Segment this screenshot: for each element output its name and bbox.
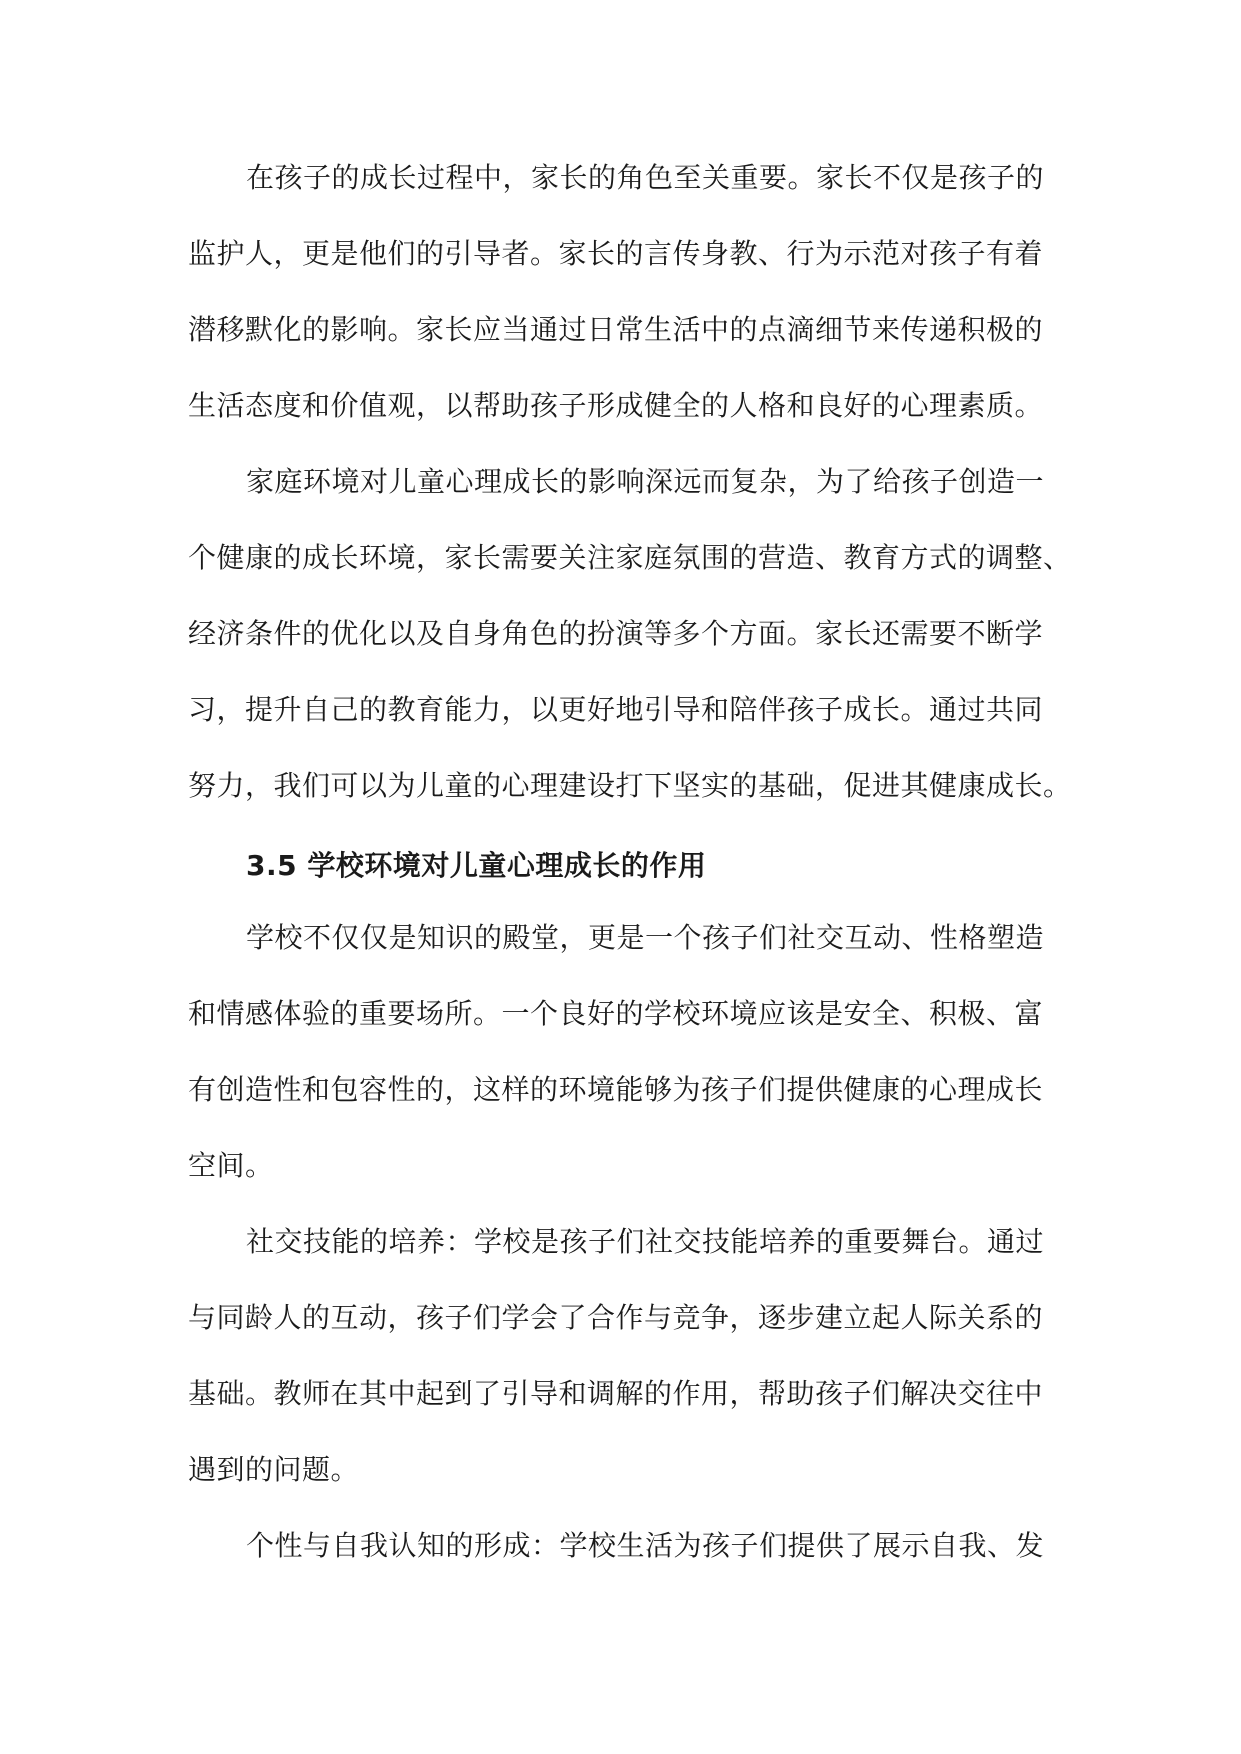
text-line: 和情感体验的重要场所。一个良好的学校环境应该是安全、积极、富	[188, 997, 1044, 1030]
text-line: 家庭环境对儿童心理成长的影响深远而复杂，为了给孩子创造一	[246, 465, 1045, 498]
text-line: 潜移默化的影响。家长应当通过日常生活中的点滴细节来传递积极的	[188, 313, 1044, 346]
text-line: 努力，我们可以为儿童的心理建设打下坚实的基础，促进其健康成长。	[188, 769, 1072, 802]
text-line: 个健康的成长环境，家长需要关注家庭氛围的营造、教育方式的调整、	[188, 541, 1072, 574]
paragraph-self-awareness	[188, 1508, 1054, 1584]
paragraph-social-skills	[188, 1204, 1054, 1508]
text-line: 空间。	[188, 1149, 274, 1182]
text-line: 个性与自我认知的形成：学校生活为孩子们提供了展示自我、发	[246, 1529, 1045, 1562]
text-line: 遇到的问题。	[188, 1453, 360, 1486]
paragraph-school-intro	[188, 900, 1054, 1204]
text-line: 经济条件的优化以及自身角色的扮演等多个方面。家长还需要不断学	[188, 617, 1044, 650]
text-line: 与同龄人的互动，孩子们学会了合作与竞争，逐步建立起人际关系的	[188, 1301, 1044, 1334]
section-heading: 3.5 学校环境对儿童心理成长的作用	[246, 849, 707, 882]
document-body	[188, 140, 1072, 1584]
text-line: 在孩子的成长过程中，家长的角色至关重要。家长不仅是孩子的	[246, 161, 1045, 194]
paragraph-parent-role	[188, 140, 1054, 444]
text-line: 习，提升自己的教育能力，以更好地引导和陪伴孩子成长。通过共同	[188, 693, 1044, 726]
paragraph-family-environment	[188, 444, 1072, 824]
text-line: 有创造性和包容性的，这样的环境能够为孩子们提供健康的心理成长	[188, 1073, 1044, 1106]
text-line: 学校不仅仅是知识的殿堂，更是一个孩子们社交互动、性格塑造	[246, 921, 1045, 954]
text-line: 基础。教师在其中起到了引导和调解的作用，帮助孩子们解决交往中	[188, 1377, 1044, 1410]
text-line: 社交技能的培养：学校是孩子们社交技能培养的重要舞台。通过	[246, 1225, 1045, 1258]
text-line: 生活态度和价值观，以帮助孩子形成健全的人格和良好的心理素质。	[188, 389, 1044, 422]
text-line: 监护人，更是他们的引导者。家长的言传身教、行为示范对孩子有着	[188, 237, 1044, 270]
